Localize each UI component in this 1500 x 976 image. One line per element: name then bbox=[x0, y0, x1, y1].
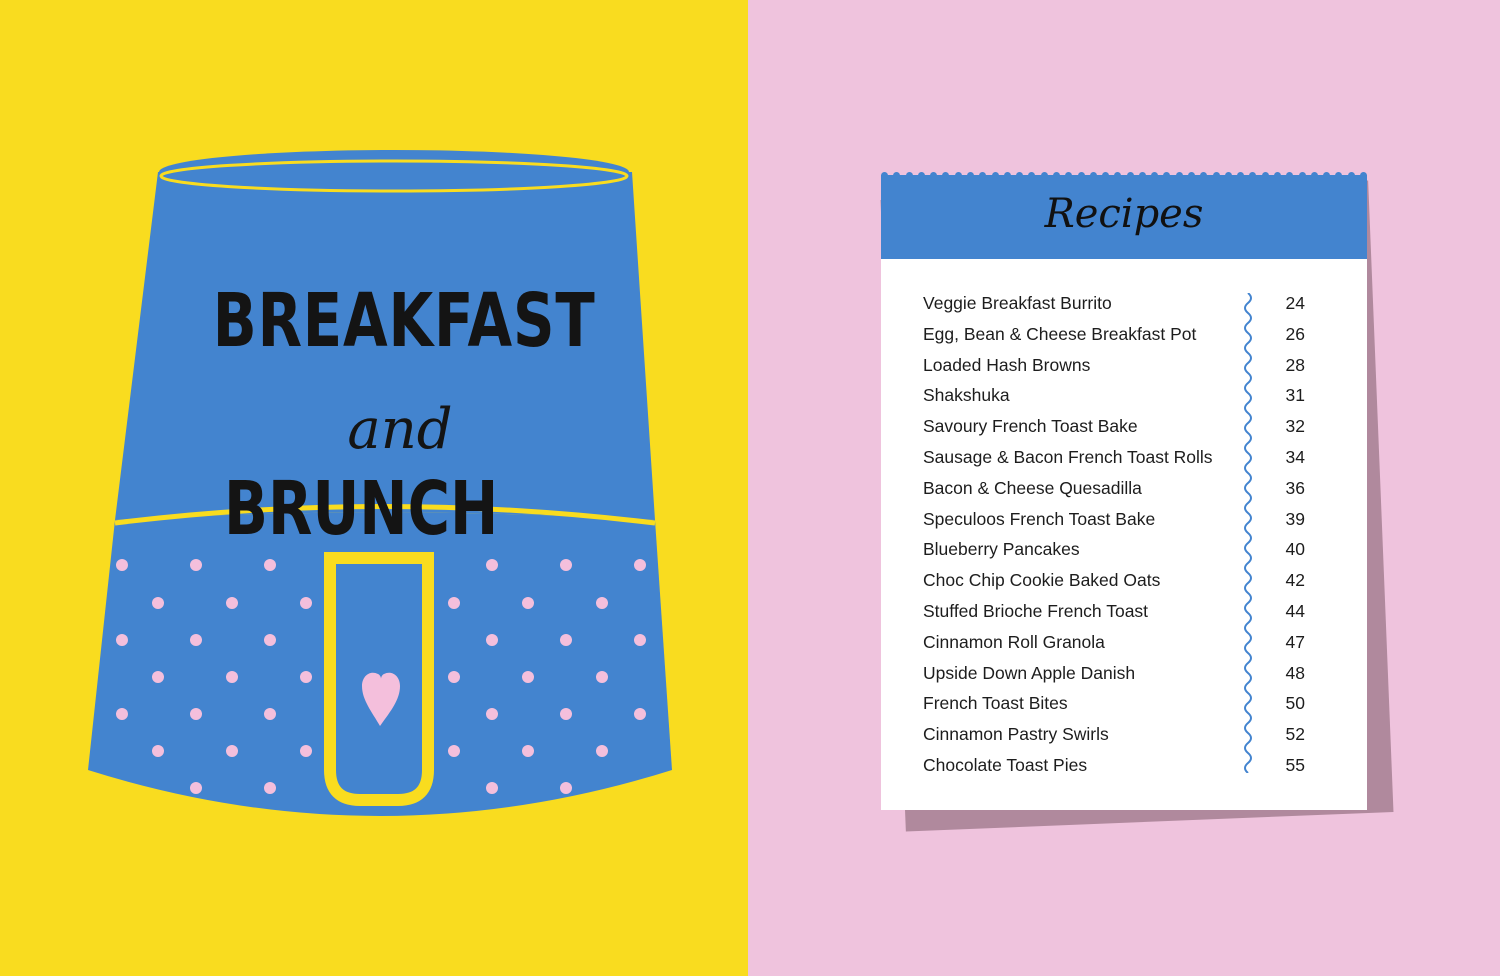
recipe-row bbox=[923, 693, 1333, 721]
recipe-name: Cinnamon Roll Granola bbox=[923, 631, 1105, 652]
recipe-name: Choc Chip Cookie Baked Oats bbox=[923, 570, 1161, 591]
binding-ring bbox=[1225, 172, 1232, 179]
recipe-row bbox=[923, 447, 1333, 475]
polka-dot bbox=[448, 597, 460, 609]
recipe-name: Savoury French Toast Bake bbox=[923, 416, 1138, 437]
polka-dot bbox=[634, 559, 646, 571]
binding-ring bbox=[1127, 172, 1134, 179]
recipes-card bbox=[881, 175, 1367, 810]
recipe-row bbox=[923, 755, 1333, 783]
recipe-page-number: 31 bbox=[1285, 385, 1305, 406]
recipe-name: Blueberry Pancakes bbox=[923, 539, 1080, 560]
binding-ring bbox=[979, 172, 986, 179]
binding-ring bbox=[1262, 172, 1269, 179]
binding-ring bbox=[1176, 172, 1183, 179]
chapter-title-line2 bbox=[160, 380, 640, 552]
polka-dot bbox=[190, 708, 202, 720]
polka-dot bbox=[560, 559, 572, 571]
polka-dot bbox=[486, 559, 498, 571]
binding-ring bbox=[1016, 172, 1023, 179]
recipe-row bbox=[923, 601, 1333, 629]
recipe-page-number: 40 bbox=[1285, 539, 1305, 560]
binding-ring bbox=[1213, 172, 1220, 179]
recipe-page-number: 24 bbox=[1285, 293, 1305, 313]
recipe-page-number: 52 bbox=[1285, 724, 1305, 745]
polka-dot bbox=[226, 745, 238, 757]
chapter-title-brunch: BRUNCH bbox=[224, 466, 499, 552]
polka-dot bbox=[522, 597, 534, 609]
recipe-name: Stuffed Brioche French Toast bbox=[923, 601, 1149, 621]
polka-dot bbox=[560, 708, 572, 720]
binding-ring bbox=[967, 172, 974, 179]
polka-dot bbox=[264, 782, 276, 794]
binding-ring bbox=[1323, 172, 1330, 179]
recipe-page-number: 28 bbox=[1285, 354, 1305, 375]
binding-ring bbox=[1237, 172, 1244, 179]
polka-dot bbox=[152, 671, 164, 683]
polka-dot bbox=[596, 597, 608, 609]
recipe-page-number: 44 bbox=[1285, 601, 1305, 621]
binding-ring bbox=[1249, 172, 1256, 179]
polka-dot bbox=[264, 634, 276, 646]
recipe-page-number: 48 bbox=[1285, 662, 1305, 683]
recipe-page-number: 39 bbox=[1285, 508, 1305, 529]
binding-ring bbox=[942, 172, 949, 179]
chapter-title-line1: BREAKFAST bbox=[212, 278, 596, 364]
binding-ring bbox=[1090, 172, 1097, 179]
left-page bbox=[0, 0, 748, 976]
recipe-name: Cinnamon Pastry Swirls bbox=[923, 724, 1109, 745]
binding-ring bbox=[1311, 172, 1318, 179]
polka-dot bbox=[264, 708, 276, 720]
recipe-name: Sausage & Bacon French Toast Rolls bbox=[923, 447, 1213, 467]
binding-ring bbox=[1028, 172, 1035, 179]
recipe-name: Shakshuka bbox=[923, 385, 1010, 406]
polka-dot bbox=[116, 634, 128, 646]
polka-dot bbox=[522, 671, 534, 683]
binding-ring bbox=[930, 172, 937, 179]
recipe-row bbox=[923, 570, 1333, 598]
polka-dot bbox=[116, 708, 128, 720]
binding-ring bbox=[992, 172, 999, 179]
binding-ring bbox=[1004, 172, 1011, 179]
binding-ring bbox=[1286, 172, 1293, 179]
recipe-row bbox=[923, 385, 1333, 413]
polka-dot bbox=[190, 634, 202, 646]
binding-ring bbox=[955, 172, 962, 179]
binding-ring bbox=[1102, 172, 1109, 179]
recipe-row bbox=[923, 632, 1333, 660]
binding-ring bbox=[1139, 172, 1146, 179]
binding-ring bbox=[1041, 172, 1048, 179]
polka-dot bbox=[486, 634, 498, 646]
polka-dot bbox=[522, 745, 534, 757]
card-title: Recipes bbox=[1044, 191, 1204, 237]
binding-ring bbox=[1348, 172, 1355, 179]
polka-dot bbox=[116, 559, 128, 571]
recipe-row bbox=[923, 478, 1333, 506]
polka-dot bbox=[486, 708, 498, 720]
recipe-name: Bacon & Cheese Quesadilla bbox=[923, 477, 1142, 498]
recipe-row bbox=[923, 663, 1333, 691]
binding-ring bbox=[1335, 172, 1342, 179]
binding-ring bbox=[893, 172, 900, 179]
binding-ring bbox=[1274, 172, 1281, 179]
polka-dot bbox=[560, 782, 572, 794]
binding-ring bbox=[1299, 172, 1306, 179]
recipe-page-number: 42 bbox=[1285, 570, 1305, 591]
polka-dot bbox=[448, 671, 460, 683]
polka-dot bbox=[448, 745, 460, 757]
recipe-row bbox=[923, 416, 1333, 444]
binding-ring bbox=[881, 172, 888, 179]
binding-ring bbox=[906, 172, 913, 179]
recipe-name: Egg, Bean & Cheese Breakfast Pot bbox=[923, 323, 1197, 344]
recipe-name: French Toast Bites bbox=[923, 693, 1068, 714]
binding-ring bbox=[1053, 172, 1060, 179]
binding-ring bbox=[1078, 172, 1085, 179]
polka-dot bbox=[226, 597, 238, 609]
recipe-row bbox=[923, 355, 1333, 383]
binding-ring bbox=[1065, 172, 1072, 179]
binding-ring bbox=[918, 172, 925, 179]
recipe-name: Speculoos French Toast Bake bbox=[923, 508, 1156, 529]
recipe-name: Chocolate Toast Pies bbox=[923, 755, 1088, 775]
polka-dot bbox=[300, 597, 312, 609]
polka-dot bbox=[634, 634, 646, 646]
binding-ring bbox=[1360, 172, 1367, 179]
polka-dot bbox=[560, 634, 572, 646]
recipe-row bbox=[923, 539, 1333, 567]
recipe-name: Veggie Breakfast Burrito bbox=[923, 293, 1112, 313]
recipe-name: Upside Down Apple Danish bbox=[923, 662, 1136, 683]
polka-dot bbox=[152, 597, 164, 609]
binding-rings bbox=[881, 169, 1367, 181]
binding-ring bbox=[1188, 172, 1195, 179]
recipe-page-number: 47 bbox=[1285, 631, 1305, 652]
polka-dot bbox=[190, 559, 202, 571]
polka-dot bbox=[152, 745, 164, 757]
recipe-row bbox=[923, 324, 1333, 352]
polka-dot bbox=[634, 708, 646, 720]
recipe-row bbox=[923, 724, 1333, 752]
recipe-page-number: 32 bbox=[1285, 416, 1305, 437]
polka-dot bbox=[300, 745, 312, 757]
recipe-page-number: 50 bbox=[1285, 693, 1305, 714]
polka-dot bbox=[300, 671, 312, 683]
recipe-page-number: 26 bbox=[1285, 323, 1305, 344]
binding-ring bbox=[1200, 172, 1207, 179]
polka-dot bbox=[596, 671, 608, 683]
polka-dot bbox=[190, 782, 202, 794]
chapter-title-and: and bbox=[347, 397, 453, 462]
polka-dot bbox=[226, 671, 238, 683]
recipe-row bbox=[923, 293, 1333, 321]
binding-ring bbox=[1163, 172, 1170, 179]
recipe-page-number: 34 bbox=[1285, 447, 1305, 467]
polka-dot bbox=[596, 745, 608, 757]
polka-dot bbox=[264, 559, 276, 571]
recipe-page-number: 55 bbox=[1285, 755, 1305, 775]
card-header bbox=[881, 175, 1367, 259]
binding-ring bbox=[1114, 172, 1121, 179]
recipe-page-number: 36 bbox=[1285, 477, 1305, 498]
recipe-row bbox=[923, 509, 1333, 537]
recipe-name: Loaded Hash Browns bbox=[923, 354, 1091, 375]
binding-ring bbox=[1151, 172, 1158, 179]
polka-dot bbox=[486, 782, 498, 794]
